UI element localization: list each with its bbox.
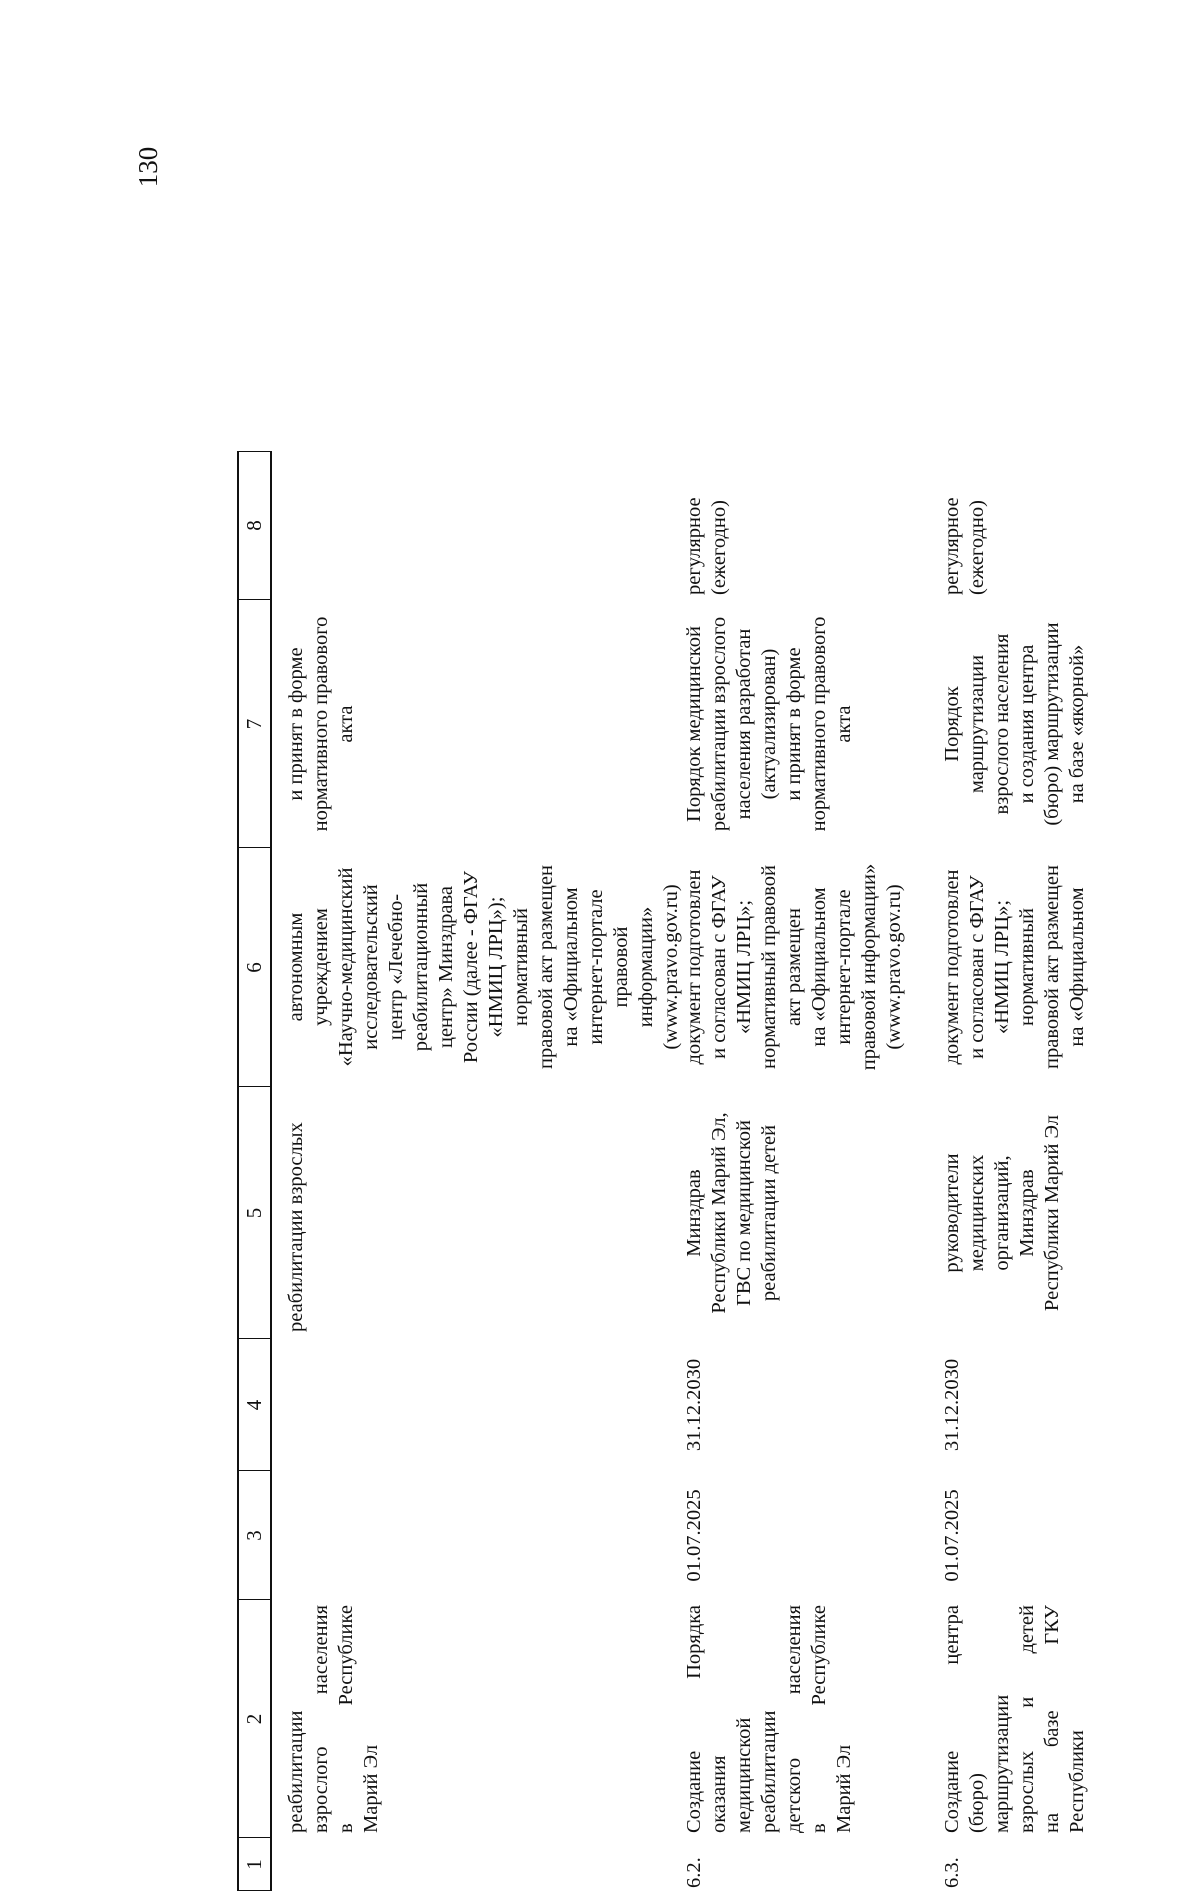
row-number: 6.2.	[683, 1857, 705, 1888]
characteristic-cell: автономным учреждением «Научно-медицинский исследовательский центр «Лечебно- реабилитационный центр» Минздрава России (далее - ФГАУ «НМИЦ ЛРЦ»); нормативный правовой акт размещен на «Официальном интернет-портале правовой информации» (www.pravo.gov.ru)	[285, 865, 682, 1069]
frequency-cell: регулярное (ежегодно)	[941, 497, 988, 595]
result-cell: и принят в форме нормативного правового акта	[285, 616, 357, 832]
start-date-cell: 01.07.2025	[683, 1489, 705, 1582]
name-line: в Республике	[335, 1605, 357, 1833]
name-line: детского населения	[783, 1605, 805, 1833]
column-header: 5	[242, 1207, 266, 1219]
result-cell: Порядок маршрутизации взрослого населения и создания центра (бюро) маршрутизации на базе «якорной»	[941, 622, 1088, 826]
rotated-table-wrapper	[237, 451, 1117, 1891]
column-header: 7	[242, 718, 266, 730]
name-line: в Республике	[808, 1605, 830, 1833]
characteristic-cell: документ подготовлен и согласован с ФГАУ «НМИЦ ЛРЦ»; нормативный правовой акт размещен на «Официальном интернет-портале правовой информации» (www.pravo.gov.ru)	[683, 863, 905, 1071]
result-cell: Порядок медицинской реабилитации взрослого населения разработан (актуализирован) и принят в форме нормативного правового акта	[683, 616, 855, 832]
page-number: 130	[133, 146, 163, 188]
name-line: взрослых и детей	[1016, 1605, 1038, 1833]
column-header: 1	[242, 1859, 266, 1870]
name-line: оказания	[708, 1755, 730, 1833]
frequency-cell: регулярное (ежегодно)	[683, 497, 730, 595]
name-line: Создание Порядка	[683, 1605, 705, 1833]
name-line: Создание центра	[941, 1605, 963, 1833]
name-line: маршрутизации	[991, 1694, 1013, 1833]
name-cell	[940, 1605, 1090, 1833]
name-line: Марий Эл	[360, 1744, 382, 1833]
name-line: на базе ГКУ	[1041, 1605, 1063, 1833]
table	[237, 451, 1117, 1891]
name-line: реабилитации	[285, 1710, 307, 1833]
name-line: Республики	[1066, 1730, 1088, 1833]
name-line: реабилитации	[758, 1710, 780, 1833]
table-row-continued-name	[284, 1605, 384, 1833]
name-line: взрослого населения	[310, 1605, 332, 1833]
end-date-cell: 31.12.2030	[683, 1358, 705, 1452]
responsible-cell: реабилитации взрослых	[285, 1122, 307, 1332]
name-cell	[682, 1605, 857, 1833]
column-header: 2	[242, 1713, 266, 1725]
start-date-cell: 01.07.2025	[941, 1489, 963, 1582]
name-line: медицинской	[733, 1717, 755, 1833]
name-line: Марий Эл	[833, 1744, 855, 1833]
characteristic-cell: документ подготовлен и согласован с ФГАУ «НМИЦ ЛРЦ»; нормативный правовой акт размещен на «Официальном	[941, 865, 1088, 1069]
row-number: 6.3.	[941, 1857, 963, 1888]
responsible-cell: руководители медицинских организаций, Минздрав Республики Марий Эл	[941, 1114, 1063, 1312]
name-line: (бюро)	[966, 1773, 988, 1833]
responsible-cell: Минздрав Республики Марий Эл, ГВС по медицинской реабилитации детей	[683, 1112, 780, 1314]
end-date-cell: 31.12.2030	[941, 1358, 963, 1452]
column-header: 4	[242, 1399, 266, 1411]
column-header: 8	[242, 520, 266, 531]
column-header: 3	[242, 1530, 266, 1541]
header-bottom-border	[270, 451, 272, 1891]
column-header: 6	[242, 962, 266, 973]
